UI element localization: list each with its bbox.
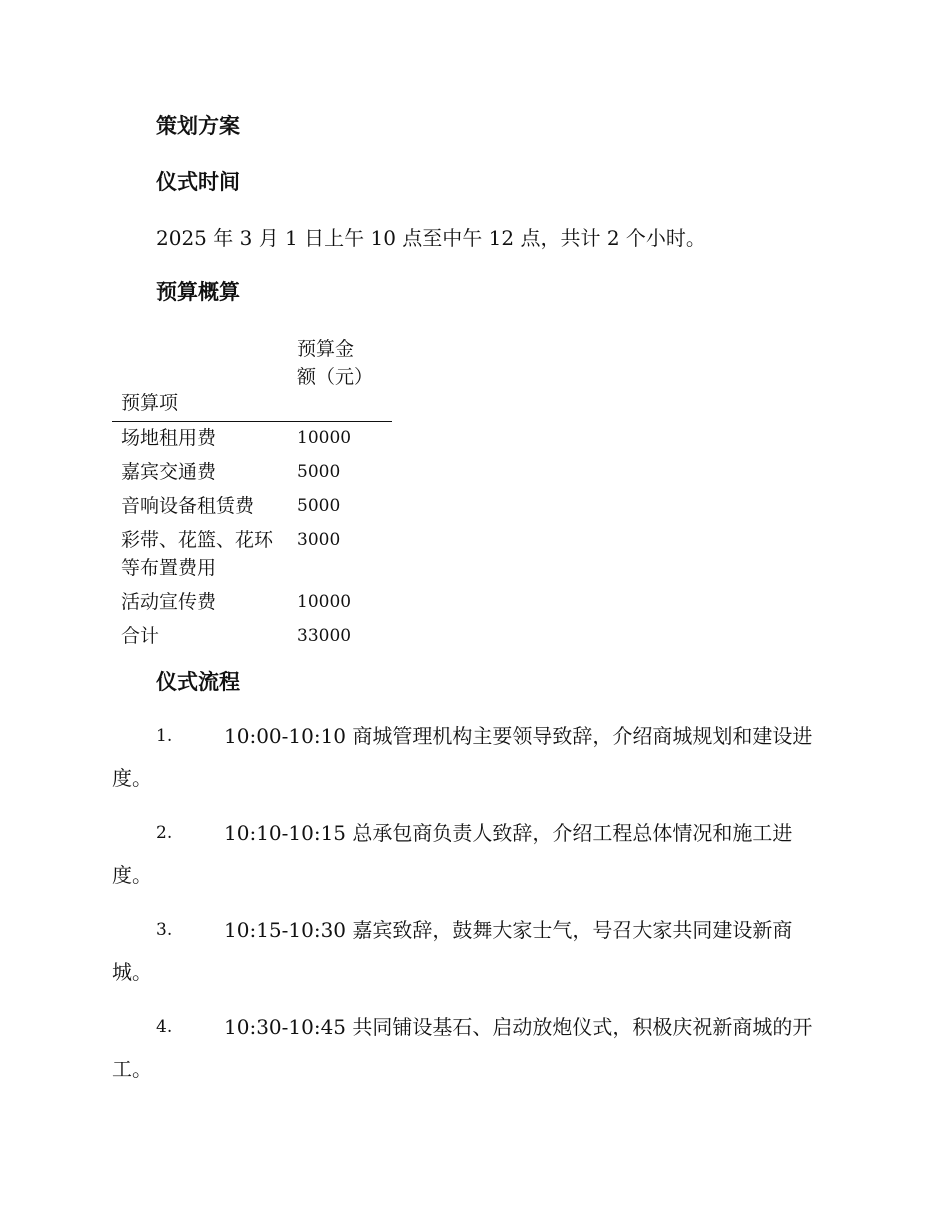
- table-row: [112, 458, 392, 486]
- budget-item-cell: 场地租用费: [121, 427, 217, 449]
- list-item-number: 4.: [156, 1017, 173, 1037]
- budget-amount-cell: 10000: [297, 592, 352, 612]
- budget-item-cell: 音响设备租赁费: [121, 495, 255, 517]
- list-item-number: 1.: [156, 726, 173, 746]
- column-header-amount: 预算金额（元）: [297, 338, 374, 388]
- list-item: [112, 819, 832, 889]
- list-item-number: 3.: [156, 920, 173, 940]
- list-item: [112, 1013, 832, 1083]
- list-item-continuation: 度。: [112, 863, 152, 887]
- list-item-continuation: 工。: [112, 1057, 152, 1081]
- budget-item-cell: 活动宣传费: [121, 591, 217, 613]
- ceremony-time-text: 2025 年 3 月 1 日上午 10 点至中午 12 点，共计 2 个小时。: [156, 226, 706, 250]
- column-header-item: 预算项: [121, 392, 179, 414]
- list-item-text: 10:30-10:45 共同铺设基石、启动放炮仪式，积极庆祝新商城的开: [224, 1015, 813, 1039]
- budget-table: [112, 335, 392, 650]
- flow-heading: 仪式流程: [156, 670, 240, 694]
- list-item-number: 2.: [156, 823, 173, 843]
- budget-amount-cell: 5000: [297, 496, 341, 516]
- budget-item-cell: 彩带、花篮、花环等布置费用: [121, 529, 274, 579]
- budget-table-header: [112, 335, 392, 422]
- list-item: [112, 722, 832, 792]
- table-row: [112, 588, 392, 616]
- list-item-text: 10:00-10:10 商城管理机构主要领导致辞，介绍商城规划和建设进: [224, 724, 813, 748]
- table-row: [112, 622, 392, 650]
- budget-amount-cell: 3000: [297, 530, 341, 550]
- budget-amount-cell: 33000: [297, 626, 352, 646]
- budget-item-cell: 合计: [121, 625, 160, 647]
- table-row: [112, 492, 392, 520]
- table-row: [112, 526, 392, 582]
- budget-amount-cell: 10000: [297, 428, 352, 448]
- list-item-continuation: 度。: [112, 766, 152, 790]
- table-row: [112, 424, 392, 452]
- budget-heading: 预算概算: [156, 280, 240, 304]
- budget-amount-cell: 5000: [297, 462, 341, 482]
- document-title: 策划方案: [156, 114, 240, 138]
- ceremony-time-heading: 仪式时间: [156, 170, 240, 194]
- list-item: [112, 916, 832, 986]
- list-item-text: 10:15-10:30 嘉宾致辞，鼓舞大家士气，号召大家共同建设新商: [224, 918, 793, 942]
- list-item-text: 10:10-10:15 总承包商负责人致辞，介绍工程总体情况和施工进: [224, 821, 793, 845]
- list-item-continuation: 城。: [112, 960, 152, 984]
- budget-item-cell: 嘉宾交通费: [121, 461, 217, 483]
